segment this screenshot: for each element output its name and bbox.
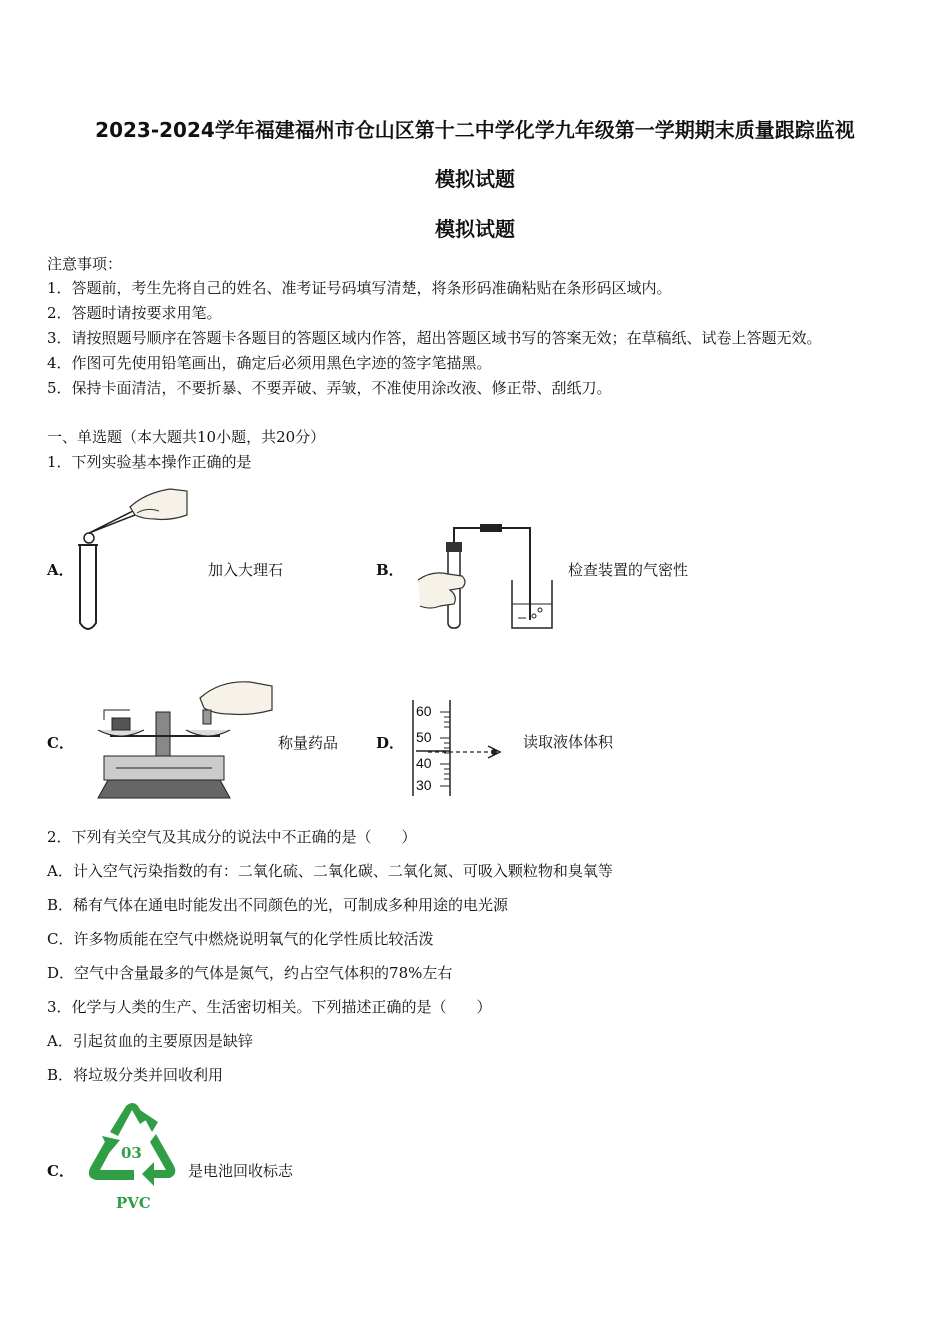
notice-heading: 注意事项： xyxy=(47,255,123,273)
question-3-stem: 3．化学与人类的生产、生活密切相关。下列描述正确的是（ ） xyxy=(47,998,492,1016)
q3-option-c-label: C． xyxy=(47,1162,74,1180)
notice-item: 3．请按照题号顺序在答题卡各题目的答题区域内作答，超出答题区域书写的答案无效；在草稿纸、试卷上答题无效。 xyxy=(47,329,822,347)
cylinder-tick-50: 50 xyxy=(416,729,432,745)
test-tube-marble-illustration xyxy=(75,485,190,635)
balance-weighing-illustration xyxy=(90,680,275,805)
q2-option-b: B．稀有气体在通电时能发出不同颜色的光，可制成多种用途的电光源 xyxy=(47,896,509,914)
q1-option-d-label: D． xyxy=(376,734,405,752)
recycle-text: PVC xyxy=(116,1194,151,1212)
q1-option-a-caption: 加入大理石 xyxy=(208,561,284,579)
q1-option-a-label: A． xyxy=(47,561,74,579)
q1-option-d-caption: 读取液体体积 xyxy=(523,733,614,751)
cylinder-tick-30: 30 xyxy=(416,777,432,793)
notice-item: 2．答题时请按要求用笔。 xyxy=(47,304,222,322)
section-heading: 一、单选题（本大题共10小题，共20分） xyxy=(47,428,326,446)
q3-option-c-caption: 是电池回收标志 xyxy=(188,1162,294,1180)
q2-option-a: A．计入空气污染指数的有：二氧化硫、二氧化碳、二氧化氮、可吸入颗粒物和臭氧等 xyxy=(47,862,613,880)
q1-option-b-caption: 检查装置的气密性 xyxy=(568,561,689,579)
notice-item: 5．保持卡面清洁，不要折暴、不要弄破、弄皱，不准使用涂改液、修正带、刮纸刀。 xyxy=(47,379,612,397)
q3-option-b: B．将垃圾分类并回收利用 xyxy=(47,1066,224,1084)
q2-option-c: C．许多物质能在空气中燃烧说明氧气的化学性质比较活泼 xyxy=(47,930,434,948)
airtightness-check-illustration xyxy=(410,520,560,635)
cylinder-tick-60: 60 xyxy=(416,703,432,719)
page-subtitle: 模拟试题 xyxy=(435,167,515,191)
notice-item: 1．答题前，考生先将自己的姓名、准考证号码填写清楚，将条形码准确粘贴在条形码区域内。 xyxy=(47,279,672,297)
q3-option-a: A．引起贫血的主要原因是缺锌 xyxy=(47,1032,253,1050)
question-2-stem: 2．下列有关空气及其成分的说法中不正确的是（ ） xyxy=(47,828,417,846)
page-title: 2023-2024学年福建福州市仓山区第十二中学化学九年级第一学期期末质量跟踪监视 xyxy=(95,118,855,142)
page-subtitle-repeat: 模拟试题 xyxy=(435,217,515,241)
question-1-stem: 1．下列实验基本操作正确的是 xyxy=(47,453,252,471)
q1-option-c-caption: 称量药品 xyxy=(278,734,339,752)
notice-item: 4．作图可先使用铅笔画出，确定后必须用黑色字迹的签字笔描黑。 xyxy=(47,354,492,372)
cylinder-tick-40: 40 xyxy=(416,755,432,771)
q2-option-d: D．空气中含量最多的气体是氮气，约占空气体积的78%左右 xyxy=(47,964,453,982)
recycle-code: 03 xyxy=(121,1144,142,1162)
q1-option-c-label: C． xyxy=(47,734,74,752)
q1-option-b-label: B． xyxy=(376,561,404,579)
